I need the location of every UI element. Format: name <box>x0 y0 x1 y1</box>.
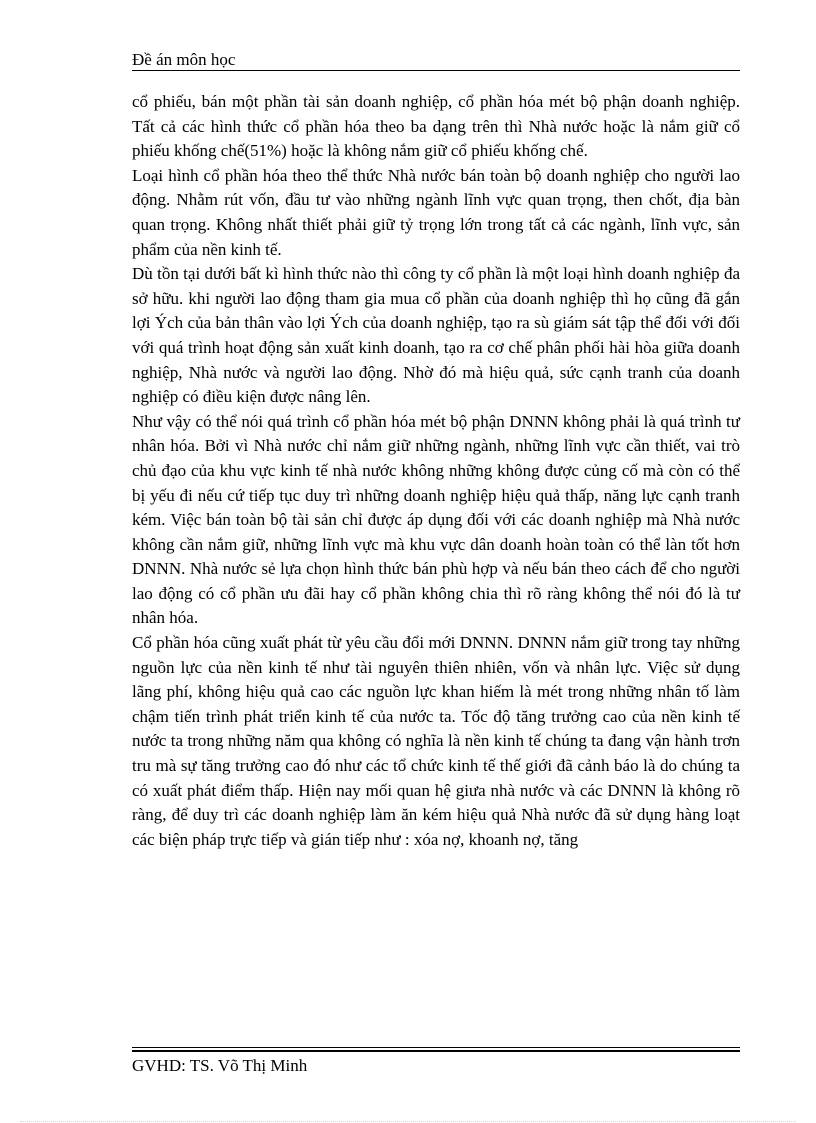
footer-rule <box>132 1047 740 1048</box>
page-footer <box>132 1047 740 1087</box>
paragraph-4: Như vậy có thể nói quá trình cổ phần hóa mét bộ phận DNNN không phải là quá trình tư nhân hóa. Bởi vì Nhà nước chỉ nắm giữ những ngành, những lĩnh vực cần thiết, vai trò chủ đạo của khu vực kinh tế nhà nước không những không được củng cố mà còn có thể bị yếu đi nếu cứ tiếp tục duy trì những doanh nghiệp hiệu quả thấp, năng lực cạnh tranh kém. Việc bán toàn bộ tài sản chỉ được áp dụng đối với các doanh nghiệp mà Nhà nước không cần nắm giữ, những lĩnh vực mà khu vực dân doanh hoàn toàn có thể làn tốt hơn DNNN. Nhà nước sẻ lựa chọn hình thức bán phù hợp và nếu bán theo cách để cho người lao động có cổ phần ưu đãi hay cổ phần không chia thì rõ ràng không thể nói đó là tư nhân hóa. <box>132 411 740 628</box>
header-rule <box>132 70 740 71</box>
paragraph-5: Cổ phần hóa cũng xuất phát từ yêu cầu đổi mới DNNN. DNNN nắm giữ trong tay những nguồn lực của nền kinh tế như tài nguyên thiên nhiên, vốn và nhân lực. Việc sử dụng lãng phí, không hiệu quả cao các nguồn lực khan hiếm là mét trong những nhân tố làm chậm tiến trình phát triển kinh tế của nước ta. Tốc độ tăng trưởng cao của nền kinh tế nước ta trong những năm qua không có nghĩa là nền kinh tế chúng ta đang vận hành trơn tru mà sự tăng trưởng cao đó như các tổ chức kinh tế thế giới đã cảnh báo là do chúng ta có xuất phát điểm thấp. Hiện nay mối quan hệ giưa nhà nước và các DNNN là không rõ ràng, để duy trì các doanh nghiệp làm ăn kém hiệu quả Nhà nước đã sử dụng hàng loạt các biện pháp trực tiếp và gián tiếp như : xóa nợ, khoanh nợ, tăng <box>132 633 740 849</box>
paragraph-3: Dù tồn tại dưới bất kì hình thức nào thì công ty cổ phần là một loại hình doanh nghiệp đa sở hữu. khi người lao động tham gia mua cổ phần của doanh nghiệp thì họ cũng đã gắn lợi Ých của bản thân vào lợi Ých của doanh nghiệp, tạo ra sù giám sát tập thể đối với đối với quá trình hoạt động sản xuất kinh doanh, tạo ra cơ chế phân phối hài hòa giữa doanh nghiệp, Nhà nước và người lao động. Nhờ đó mà hiệu quả, sức cạnh tranh của doanh nghiệp có điều kiện được nâng lên. <box>132 264 740 407</box>
footer-rule-thick <box>132 1050 740 1052</box>
paragraph-2: Loại hình cổ phần hóa theo thể thức Nhà nước bán toàn bộ doanh nghiệp cho người lao động. Nhằm rút vốn, đầu tư vào những ngành lĩnh vực quan trọng, then chốt, địa bàn quan trọng. Không nhất thiết phải giữ tỷ trọng lớn trong tất cả các ngành, lĩnh vực, sản phẩm của nền kinh tế. <box>132 165 740 259</box>
page-header <box>132 48 740 72</box>
header-title: Đề án môn học <box>132 50 236 69</box>
paragraph-1: cổ phiếu, bán một phần tài sản doanh nghiệp, cổ phần hóa mét bộ phận doanh nghiệp. Tất cả các hình thức cổ phần hóa theo ba dạng trên thì Nhà nước hoặc là nắm giữ cổ phiếu khống chế(51%) hoặc là không nắm giữ cổ phiếu khống chế. <box>132 92 740 161</box>
page-edge-divider <box>20 1121 796 1122</box>
footer-supervisor: GVHD: TS. Võ Thị Minh <box>132 1056 308 1075</box>
document-body <box>132 90 740 852</box>
